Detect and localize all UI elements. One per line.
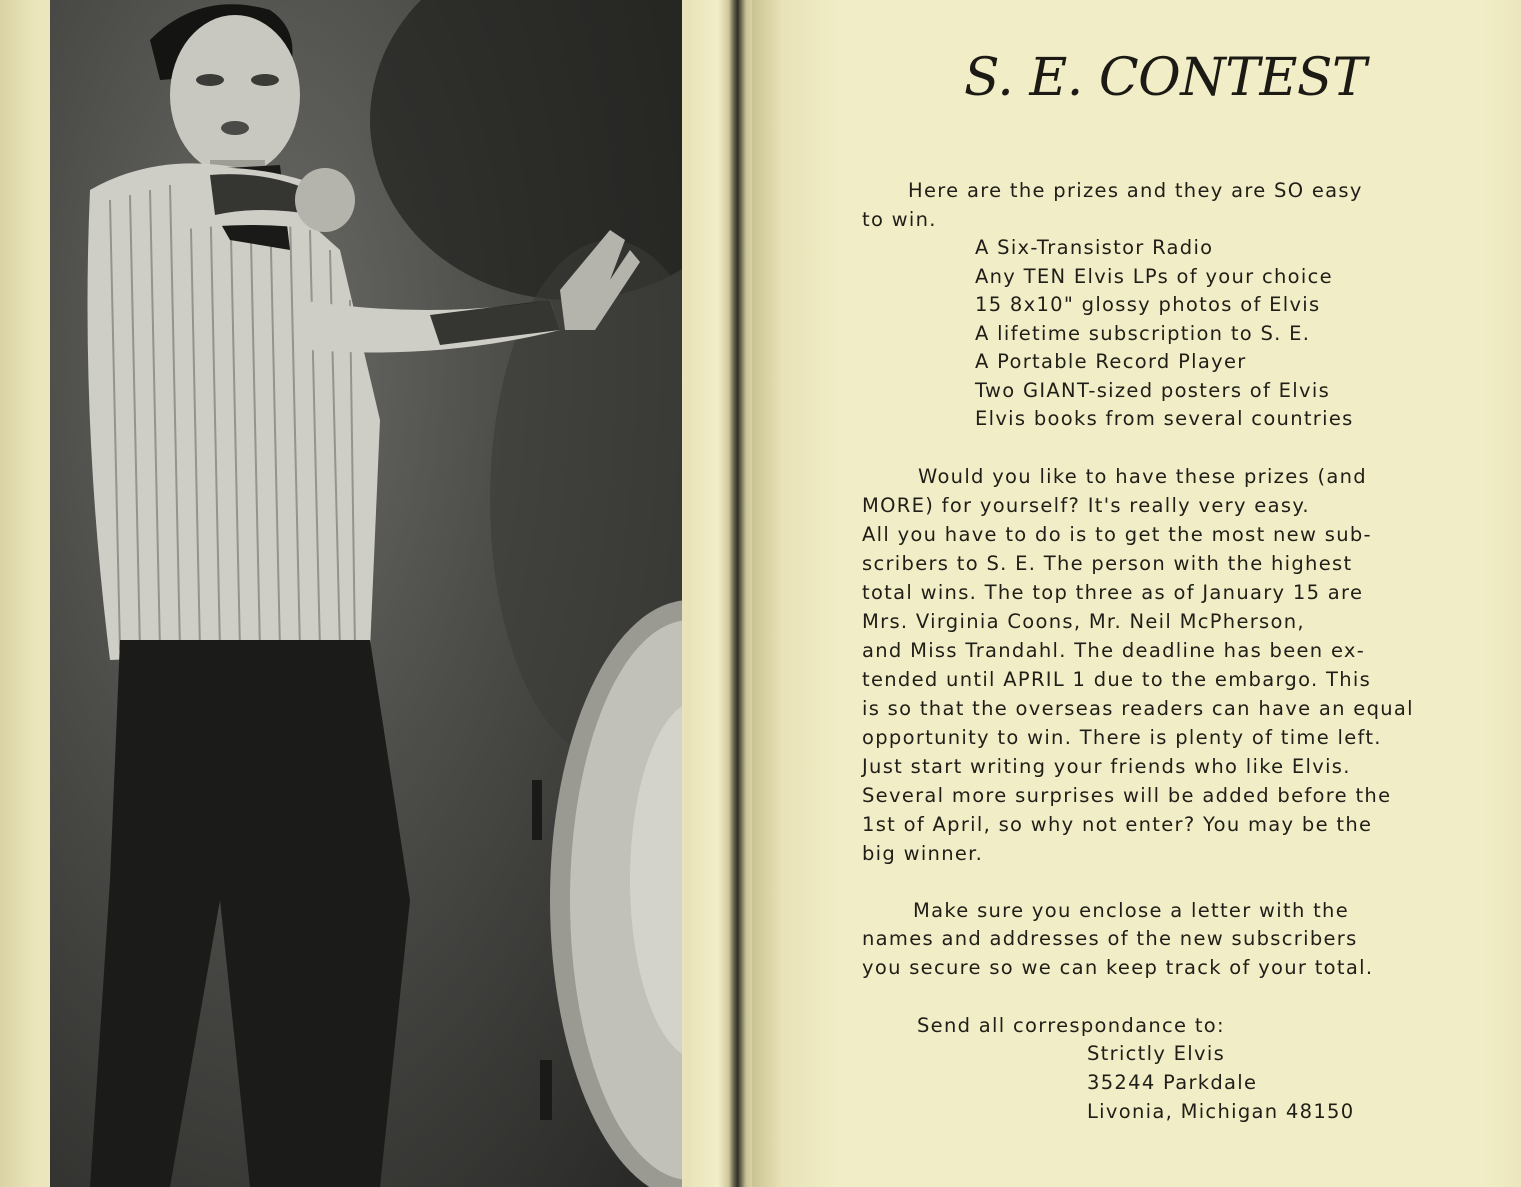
- body-line: Mrs. Virginia Coons, Mr. Neil McPherson,: [862, 610, 1305, 633]
- enclose-line: names and addresses of the new subscribers: [862, 927, 1358, 950]
- prize-item: Elvis books from several countries: [975, 407, 1354, 430]
- body-line: and Miss Trandahl. The deadline has been ex-: [862, 639, 1366, 662]
- body-line: total wins. The top three as of January 15 are: [862, 581, 1364, 604]
- body-line: Several more surprises will be added before the: [862, 784, 1392, 807]
- send-label: Send all correspondance to:: [917, 1014, 1225, 1037]
- page-title: S. E. CONTEST: [964, 48, 1367, 108]
- body-line: is so that the overseas readers can have an equal: [862, 697, 1414, 720]
- enclose-line: you secure so we can keep track of your total.: [862, 956, 1374, 979]
- elvis-photo: [50, 0, 682, 1187]
- body-line: All you have to do is to get the most new sub-: [862, 523, 1372, 546]
- body-line: scribers to S. E. The person with the highest: [862, 552, 1353, 575]
- body-line: opportunity to win. There is plenty of time left.: [862, 726, 1382, 749]
- address-line: Livonia, Michigan 48150: [1087, 1100, 1355, 1123]
- intro-line: to win.: [862, 208, 937, 231]
- prize-item: A Six-Transistor Radio: [975, 236, 1214, 259]
- book-gutter: [690, 0, 760, 1187]
- prize-item: A lifetime subscription to S. E.: [975, 322, 1311, 345]
- body-line: big winner.: [862, 842, 984, 865]
- prize-item: Any TEN Elvis LPs of your choice: [975, 265, 1333, 288]
- left-page: [0, 0, 735, 1187]
- enclose-line: Make sure you enclose a letter with the: [913, 899, 1350, 922]
- body-line: Just start writing your friends who like Elvis.: [862, 755, 1351, 778]
- address-line: 35244 Parkdale: [1087, 1071, 1258, 1094]
- body-line: MORE) for yourself? It's really very easy.: [862, 494, 1310, 517]
- body-line: Would you like to have these prizes (and: [918, 465, 1367, 488]
- address-line: Strictly Elvis: [1087, 1042, 1226, 1065]
- body-line: 1st of April, so why not enter? You may be the: [862, 813, 1373, 836]
- prize-item: A Portable Record Player: [975, 350, 1247, 373]
- intro-line: Here are the prizes and they are SO easy: [908, 179, 1363, 202]
- prize-item: 15 8x10" glossy photos of Elvis: [975, 293, 1321, 316]
- body-line: tended until APRIL 1 due to the embargo. This: [862, 668, 1372, 691]
- prize-item: Two GIANT-sized posters of Elvis: [975, 379, 1331, 402]
